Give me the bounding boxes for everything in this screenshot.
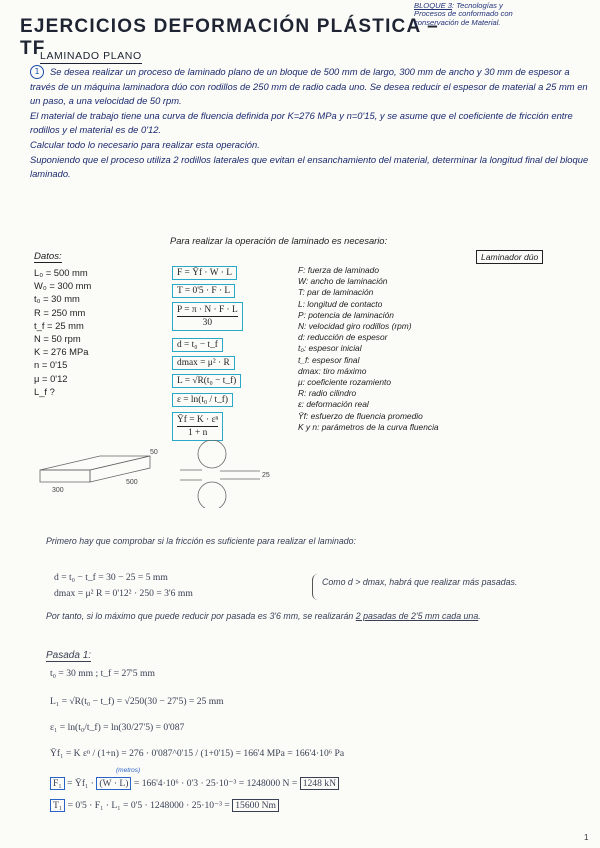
problem-number-circle: 1 bbox=[30, 65, 44, 79]
conclusion-highlight: 2 pasadas de 2'5 mm cada una bbox=[355, 611, 479, 621]
eq-max-draft: dmax = μ² R = 0'12² · 250 = 3'6 mm bbox=[54, 588, 193, 599]
legend-item: dmax: tiro máximo bbox=[298, 365, 367, 376]
data-item: μ = 0'12 bbox=[34, 372, 68, 384]
block-top-face bbox=[40, 456, 150, 470]
pass-1-title: Pasada 1: bbox=[46, 650, 92, 661]
legend-item: t₀: espesor inicial bbox=[298, 343, 362, 354]
section-title: LAMINADO PLANO bbox=[40, 50, 142, 62]
page-number: 1 bbox=[584, 833, 589, 842]
statement-paragraph-4: Suponiendo que el proceso utiliza 2 rodillos laterales que evitan el ensanchamiento del material, determinar la longitud final del bloque laminado. bbox=[30, 153, 589, 180]
dim-out-label: 25 bbox=[262, 472, 270, 479]
formula-draft: d = t₀ − t_f bbox=[172, 338, 223, 352]
data-item: t_f = 25 mm bbox=[34, 319, 84, 331]
legend-item: d: reducción de espesor bbox=[298, 332, 388, 343]
pass-1-thickness: t₀ = 30 mm ; t_f = 27'5 mm bbox=[50, 668, 155, 679]
legend-item: R: radio cilindro bbox=[298, 388, 357, 399]
data-item: N = 50 rpm bbox=[34, 333, 81, 345]
data-item: K = 276 MPa bbox=[34, 346, 89, 358]
block-front-face bbox=[40, 470, 90, 482]
block-label-line3: conservación de Material. bbox=[414, 17, 501, 27]
units-note: (metros) bbox=[116, 767, 141, 774]
machine-tag: Laminador dúo bbox=[476, 250, 543, 264]
force-symbol: F₁ bbox=[50, 777, 65, 790]
data-title: Datos: bbox=[34, 251, 62, 262]
data-item: W₀ = 300 mm bbox=[34, 280, 92, 292]
formula-max-draft: dmax = μ² · R bbox=[172, 356, 235, 370]
upper-roller bbox=[198, 440, 226, 468]
requirements-label: Para realizar la operación de laminado es necesario: bbox=[170, 236, 388, 246]
statement-paragraph-2: El material de trabajo tiene una curva de fluencia definida por K=276 MPa y n=0'15, y se asume que el coeficiente de fricción entre rodillos y el material es de 0'12. bbox=[30, 109, 573, 136]
conclusion-part-c: . bbox=[478, 611, 481, 621]
block-label bbox=[414, 2, 600, 27]
lower-roller bbox=[198, 482, 226, 508]
legend-item: μ: coeficiente rozamiento bbox=[298, 377, 392, 388]
formula-contact-length: L = √R(t₀ − t_f) bbox=[172, 374, 241, 388]
data-item: n = 0'15 bbox=[34, 359, 68, 371]
formula-strain: ε = ln(t₀ / t_f) bbox=[172, 393, 233, 407]
conclusion bbox=[46, 610, 576, 622]
legend-item: T: par de laminación bbox=[298, 287, 374, 298]
pass-1-force bbox=[50, 778, 339, 789]
formula-torque: T = 0'5 · F · L bbox=[172, 284, 235, 298]
page-title: EJERCICIOS DEFORMACIÓN PLÁSTICA – TF bbox=[20, 16, 439, 59]
formula-power-numerator: P = π · N · F · L bbox=[177, 305, 238, 315]
force-eq-rest: = 166'4·10⁶ · 0'3 · 25·10⁻³ = 1248000 N = bbox=[131, 778, 300, 789]
force-eq-mid: = Ȳf₁ · bbox=[64, 778, 97, 789]
legend-item: N: velocidad giro rodillos (rpm) bbox=[298, 321, 412, 332]
problem-statement bbox=[30, 65, 590, 182]
formula-force: F = Ȳf · W · L bbox=[172, 266, 237, 280]
formula-flow-stress-numerator: Ȳf = K · εⁿ bbox=[177, 415, 219, 425]
block-label-highlight: BLOQUE 3 bbox=[414, 1, 452, 10]
torque-eq-rest: = 0'5 · F₁ · L₁ = 0'5 · 1248000 · 25·10⁻³ = bbox=[65, 800, 233, 811]
legend-item: K y n: parámetros de la curva fluencia bbox=[298, 421, 439, 432]
block-side-face bbox=[90, 456, 150, 482]
legend-item: Ȳf: esfuerzo de fluencia promedio bbox=[298, 410, 423, 421]
dim-right-label: 500 bbox=[126, 479, 138, 486]
data-item: R = 250 mm bbox=[34, 306, 86, 318]
data-item: L₀ = 500 mm bbox=[34, 267, 88, 278]
eq-draft: d = t₀ − t_f = 30 − 25 = 5 mm bbox=[54, 572, 168, 583]
formula-power bbox=[172, 302, 243, 331]
data-list bbox=[34, 266, 91, 398]
legend-item: F: fuerza de laminado bbox=[298, 265, 380, 275]
formula-flow-stress bbox=[172, 412, 223, 441]
torque-result: 15600 Nm bbox=[232, 799, 279, 812]
variable-legend bbox=[298, 265, 439, 433]
legend-item: t_f: espesor final bbox=[298, 354, 360, 365]
brace bbox=[312, 574, 320, 600]
force-result: 1248 kN bbox=[300, 777, 339, 790]
rolling-diagram bbox=[30, 440, 290, 508]
pass-1-strain: ε₁ = ln(t₀/t_f) = ln(30/27'5) = 0'087 bbox=[50, 722, 185, 733]
data-item: L_f ? bbox=[34, 385, 55, 397]
statement-paragraph-1: Se desea realizar un proceso de laminado plano de un bloque de 500 mm de largo, 300 mm de ancho y 30 mm de espesor a través de un máquina laminadora dúo con rodillos de 250 mm de radio cada uno. Se desea reducir el espesor de material a 25 mm en un paso, a una velocidad de 50 rpm. bbox=[30, 66, 588, 107]
formula-flow-stress-denominator: 1 + n bbox=[187, 428, 208, 438]
data-item: t₀ = 30 mm bbox=[34, 293, 80, 305]
torque-symbol: T₁ bbox=[50, 799, 65, 812]
statement-paragraph-3: Calcular todo lo necesario para realizar esta operación. bbox=[30, 138, 260, 150]
legend-item: ε: deformación real bbox=[298, 399, 369, 410]
force-area-box: (W · L) bbox=[96, 777, 131, 790]
legend-item: L: longitud de contacto bbox=[298, 298, 383, 309]
dim-left-label: 300 bbox=[52, 487, 64, 494]
dim-top-label: 50 bbox=[150, 449, 158, 456]
formula-power-denominator: 30 bbox=[202, 318, 213, 328]
block-label-line2: Procesos de conformado con bbox=[414, 9, 513, 19]
brace-note: Como d > dmax, habrá que realizar más pasadas. bbox=[322, 577, 518, 587]
conclusion-part-a: Por tanto, si lo máximo que puede reducir por pasada es 3'6 mm, se realizarán bbox=[46, 611, 356, 621]
legend-item: W: ancho de laminación bbox=[298, 276, 388, 287]
solution-intro: Primero hay que comprobar si la fricción es suficiente para realizar el laminado: bbox=[46, 536, 356, 546]
block-label-line1: : Tecnologías y bbox=[451, 1, 503, 10]
pass-1-contact-length: L₁ = √R(t₀ − t_f) = √250(30 − 27'5) = 25 mm bbox=[50, 696, 224, 707]
legend-item: P: potencia de laminación bbox=[298, 309, 394, 320]
pass-1-torque bbox=[50, 800, 279, 811]
pass-1-flow-stress: Ȳf₁ = K εⁿ / (1+n) = 276 · 0'087^0'15 / (1+0'15) = 166'4 MPa = 166'4·10⁶ Pa bbox=[50, 748, 345, 759]
